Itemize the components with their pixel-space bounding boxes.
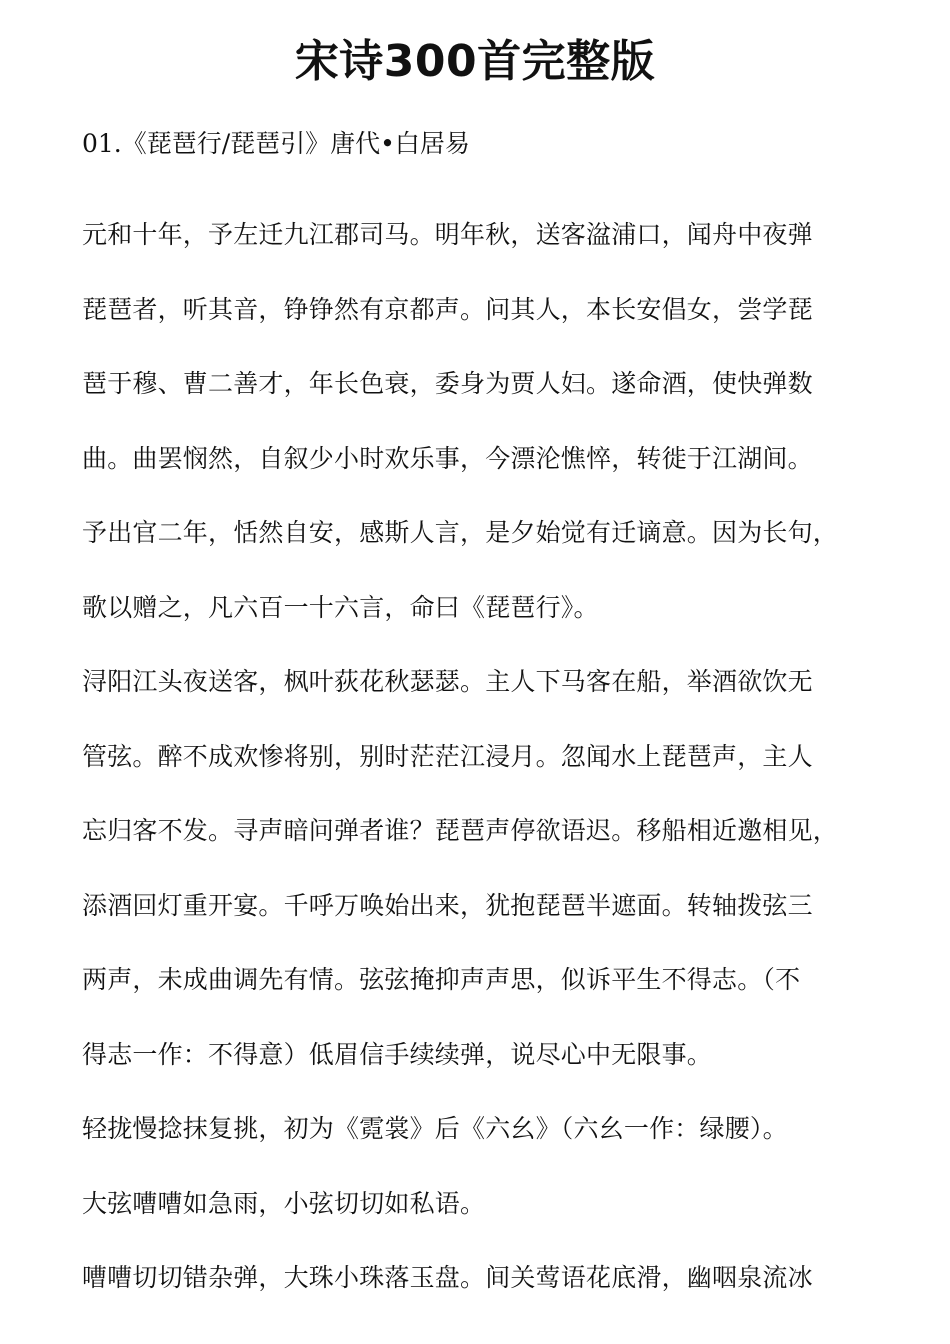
text-line: 浔阳江头夜送客，枫叶荻花秋瑟瑟。主人下马客在船，举酒欲饮无 xyxy=(82,667,813,696)
text-line: 轻拢慢捻抹复挑，初为《霓裳》后《六幺》（六幺一作：绿腰）。 xyxy=(82,1114,788,1143)
text-line: 添酒回灯重开宴。千呼万唤始出来，犹抱琵琶半遮面。转轴拨弦三 xyxy=(82,890,813,920)
document-title: 宋诗300首完整版 xyxy=(294,36,656,87)
text-line: 歌以赠之，凡六百一十六言，命曰《琵琶行》。 xyxy=(82,592,599,622)
text-line: 嘈嘈切切错杂弹，大珠小珠落玉盘。间关莺语花底滑，幽咽泉流冰 xyxy=(82,1263,813,1292)
poem-body xyxy=(82,198,882,1316)
text-line: 两声，未成曲调先有情。弦弦掩抑声声思，似诉平生不得志。（不 xyxy=(82,965,801,994)
text-line: 元和十年，予左迁九江郡司马。明年秋，送客湓浦口，闻舟中夜弹 xyxy=(82,220,813,249)
text-line: 得志一作：不得意）低眉信手续续弹，说尽心中无限事。 xyxy=(82,1039,713,1069)
text-line: 忘归客不发。寻声暗问弹者谁？琵琶声停欲语迟。移船相近邀相见， xyxy=(82,816,839,845)
text-line: 管弦。醉不成欢惨将别，别时茫茫江浸月。忽闻水上琵琶声，主人 xyxy=(82,741,813,771)
text-line: 予出官二年，恬然自安，感斯人言，是夕始觉有迁谪意。因为长句， xyxy=(82,518,839,547)
text-line: 大弦嘈嘈如急雨，小弦切切如私语。 xyxy=(82,1188,486,1218)
text-line: 琶于穆、曹二善才，年长色衰，委身为贾人妇。遂命酒，使快弹数 xyxy=(82,369,813,398)
poem-heading: 01.《琵琶行/琵琶引》唐代•白居易 xyxy=(82,129,470,158)
text-line: 曲。曲罢悯然，自叙少小时欢乐事，今漂沦憔悴，转徙于江湖间。 xyxy=(82,443,813,473)
text-line: 琵琶者，听其音，铮铮然有京都声。问其人，本长安倡女，尝学琵 xyxy=(82,294,813,324)
